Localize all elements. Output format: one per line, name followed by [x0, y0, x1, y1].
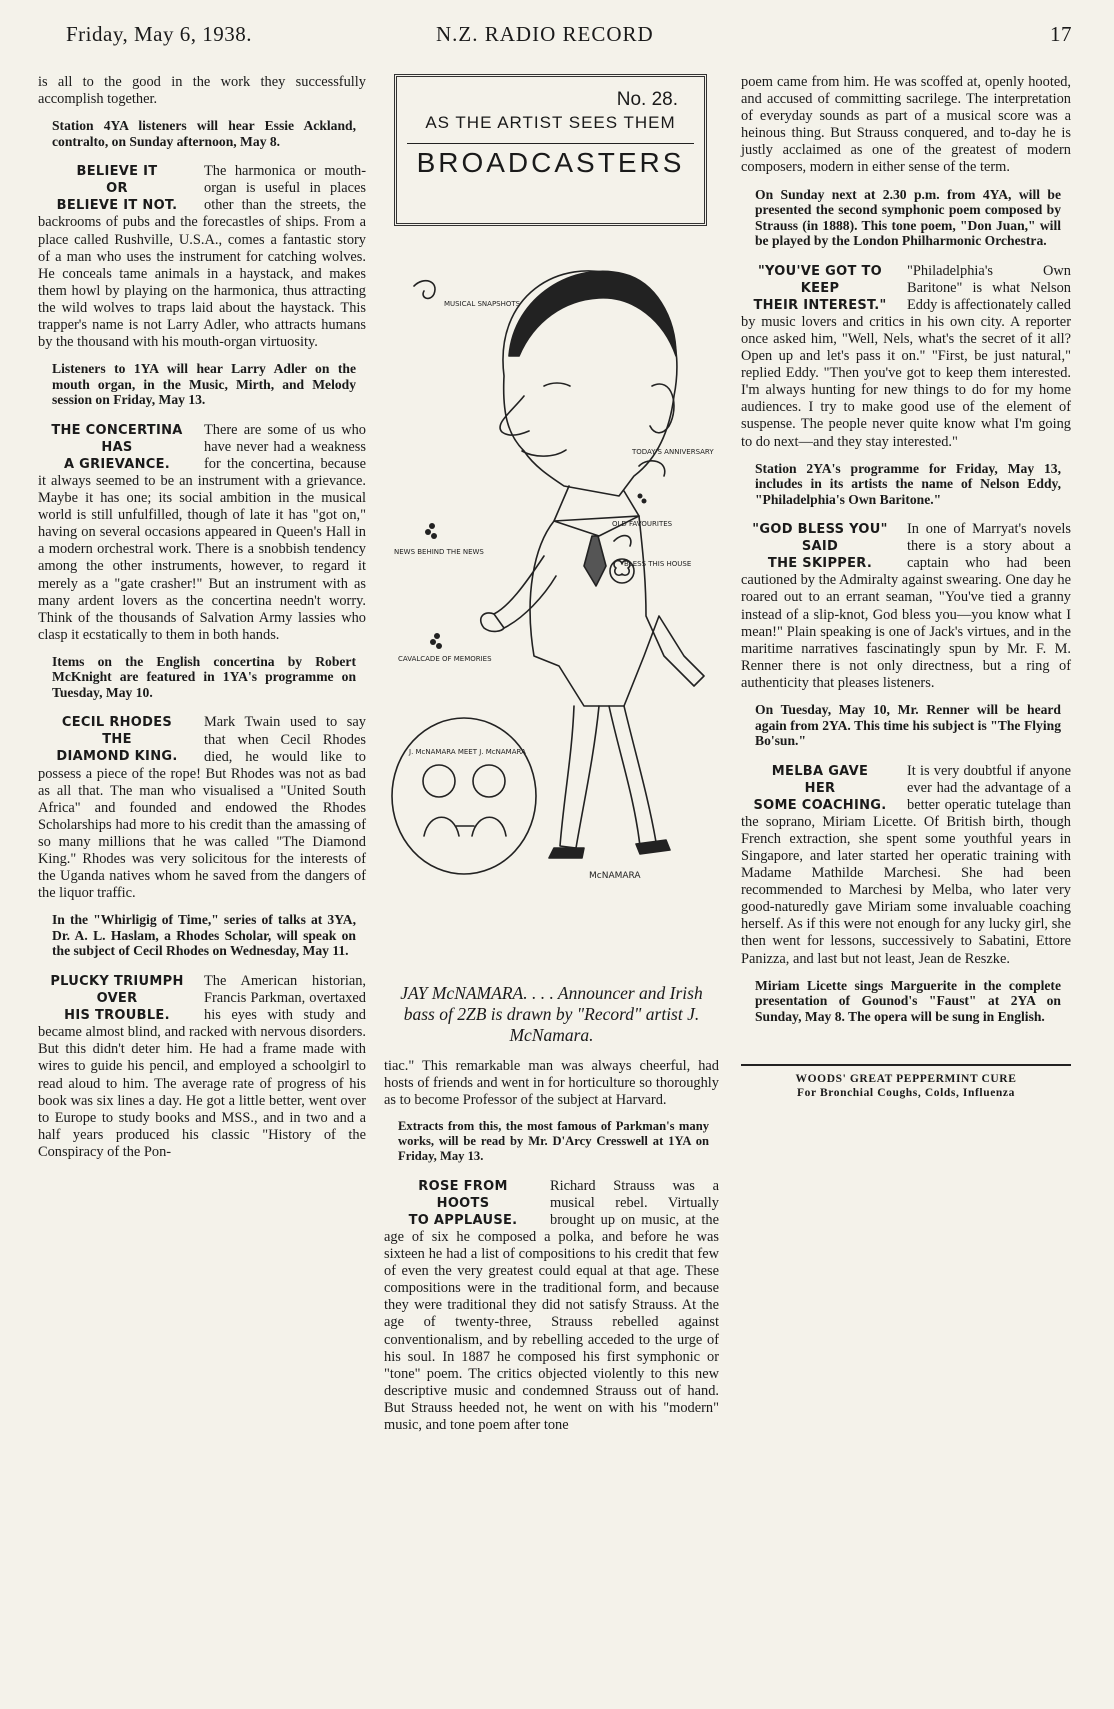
tie	[584, 536, 606, 586]
article-heading	[384, 1178, 542, 1229]
left-arm	[494, 556, 556, 628]
strauss-continuation: poem came from him. He was scoffed at, openly hooted, and accused of committing sacrilege. The interpretation of everyday sounds as part of a musical score was a heinous thing. But Strauss conquered, and to-day he is justly acclaimed as one of the greatest of modern composers, modern in either sense of the term.	[741, 74, 1071, 176]
article-heading	[38, 714, 196, 765]
page-number: 17	[1050, 22, 1072, 46]
label-news: NEWS BEHIND THE NEWS	[394, 548, 484, 556]
feature-title-box	[394, 74, 707, 226]
left-leg	[560, 706, 599, 848]
heading-line: THEIR INTEREST."	[753, 297, 887, 313]
article-heading	[38, 422, 196, 473]
advert-line: WOODS' GREAT PEPPERMINT CURE	[795, 1073, 1017, 1086]
article-body: It is very doubtful if anyone ever had the advantage of a better operatic tutelage than the soprano, Miriam Licette. Of British birth, though French extraction, she spent some youthful years in Singapore, and later started her operatic training with Madame Mathilde Marchesi. She had been recommended to Marchesi by Melba, who later very good-naturedly gave Miriam some invaluable coaching herself. As if this were not enough for any lucky girl, she then went for lessons, successively to Sabatini, Ettore Panizza, and last but not least, Jean de Reszke.	[741, 762, 1071, 967]
left-shoe	[549, 848, 584, 858]
jacket	[530, 516, 704, 706]
feature-number: No. 28.	[616, 89, 678, 110]
heading-line: THE CONCERTINA	[51, 422, 183, 438]
caricature-drawing	[384, 236, 719, 971]
notice-cresswell: Extracts from this, the most famous of Parkman's many works, will be read by Mr. D'Arcy Cresswell at 1YA on Friday, May 13.	[398, 1119, 709, 1163]
heading-line: HER	[804, 780, 836, 796]
left-column	[38, 74, 366, 1164]
advert-line: For Bronchial Coughs, Colds, Influenza	[797, 1087, 1015, 1100]
article-heading	[38, 973, 196, 1024]
masthead	[66, 22, 1072, 56]
article-nelson-eddy	[741, 263, 1071, 451]
intro-paragraph: is all to the good in the work they successfully accomplish together.	[38, 74, 366, 108]
heading-line: PLUCKY TRIUMPH	[50, 973, 184, 989]
label-meet: J. McNAMARA MEET J. McNAMARA	[409, 748, 526, 756]
inset-medallion	[392, 718, 536, 874]
illustration-caption: JAY McNAMARA. . . . Announcer and Irish bass of 2ZB is drawn by "Record" artist J. McNamara.	[400, 983, 703, 1045]
heading-line: THE SKIPPER.	[767, 556, 873, 572]
heading-line: SOME COACHING.	[753, 797, 887, 813]
notice-larry-adler: Listeners to 1YA will hear Larry Adler on the mouth organ, in the Music, Mirth, and Melody session on Friday, May 13.	[52, 361, 356, 408]
heading-line: ROSE FROM	[418, 1178, 508, 1194]
article-heading	[38, 163, 196, 214]
article-melba	[741, 763, 1071, 968]
artist-signature: McNAMARA	[589, 871, 641, 881]
hair	[509, 271, 676, 356]
article-body: The American historian, Francis Parkman, overtaxed his eyes with study and became almost blind, and racked with nervous disorders. But this didn't deter him. He had a frame made with wires to guide his pencil, and employed a schoolgirl to read aloud to him. The average rate of progress of his book was six lines a day. He got a little better, went over to Europe to study books and MSS., and in two and a half years produced his classic "History of the Conspiracy of the Pon-	[38, 972, 366, 1160]
article-body: "Philadelphia's Own Baritone" is what Nelson Eddy is affectionately called by music lovers and critics in his own city. A reporter once asked him, "Well, Nels, what's the secret of it all? Open up and let's pass it on." "First, be just natural," replied Eddy. "Then you've got to keep them interested. I'm always hunting for new things to do for my home audiences. I try to make good use of the element of suspense. The people never quite know what I'm going to do next—and they stay interested."	[741, 262, 1071, 450]
article-heading	[741, 763, 899, 814]
heading-line: HAS	[101, 439, 133, 455]
heading-line: MELBA GAVE	[771, 763, 869, 779]
ear	[650, 384, 674, 433]
article-heading	[741, 263, 899, 314]
heading-line: A GRIEVANCE.	[63, 456, 171, 472]
label-old-favourites: OLD FAVOURITES	[612, 520, 673, 528]
notice-don-juan: On Sunday next at 2.30 p.m. from 4YA, will be presented the second symphonic poem composed by Strauss (in 1888). This tone poem, "Don Juan," will be played by the London Philharmonic Orchestra.	[755, 186, 1061, 249]
article-body: The harmonica or mouth-organ is useful in places other than the streets, the backrooms of pubs and the forecastles of ships. From a place called Rushville, U.S.A., comes a fantastic story of a man who uses the instrument for catching wolves. He conceals tame animals in a haystack, and makes them howl by playing on the harmonica, thus attracting the wild wolves to traps laid about the haystack. This trapper's name is not Larry Adler, who attracts humans by the thousand with his mouth-organ virtuosity.	[38, 163, 366, 351]
article-plucky-triumph	[38, 973, 366, 1161]
divider	[407, 143, 694, 144]
publication-title: N.Z. RADIO RECORD	[436, 22, 654, 46]
heading-line: BELIEVE IT	[76, 164, 158, 180]
swirl	[614, 536, 631, 546]
article-believe-it	[38, 163, 366, 351]
heading-line: THE	[102, 732, 132, 748]
feature-kicker: AS THE ARTIST SEES THEM	[425, 113, 676, 133]
heading-line: HOOTS	[436, 1195, 490, 1211]
article-cecil-rhodes	[38, 714, 366, 902]
article-body: There are some of us who have never had a weakness for the concertina, because it always seemed to be an instrument with a grievance. Maybe it has one; its social ambition in the musical world is still unfulfilled, though of late it has "got on," having on several occasions appeared in Queen's Hall in a modern orchestral work. There is a snobbish tendency among the other instruments, however, to regard it merely as a "gate crasher!" But an instrument with as many ardent lovers as the concertina needn't worry. Think of the thousands of Salvation Army lassies who clasp it ecstatically to them in both hands.	[38, 421, 366, 643]
parkman-continuation: tiac." This remarkable man was always cheerful, had hosts of friends and went in for horticulture so thoroughly as to become Professor of the subject at Harvard.	[384, 1058, 719, 1109]
heading-line: HIS TROUBLE.	[64, 1007, 170, 1023]
right-shoe	[636, 840, 670, 854]
heading-line: "GOD BLESS YOU"	[752, 522, 888, 538]
notice-mcknight: Items on the English concertina by Robert McKnight are featured in 1YA's programme on Tuesday, May 10.	[52, 653, 356, 700]
article-body: In one of Marryat's novels there is a story about a captain who had been cautioned by the Admiralty against swearing. One day he roared out to an errant seaman, "You've tied a granny instead of a slip-knot, God bless you—you know what I mean!" Plain speaking is one of Jack's virtues, and in the maritime narratives fascinatingly spun by Mr. F. M. Renner there is not only directness, but a ring of authenticity that pleases listeners.	[741, 521, 1071, 691]
article-god-bless-you	[741, 521, 1071, 692]
label-anniversary: TODAY'S ANNIVERSARY	[632, 448, 714, 456]
article-rose-from-hoots	[384, 1178, 719, 1434]
heading-line: OR	[106, 181, 128, 197]
right-column	[741, 74, 1071, 1100]
article-concertina	[38, 422, 366, 644]
heading-line: DIAMOND KING.	[56, 749, 178, 765]
mouth	[522, 450, 566, 456]
caricature-illustration	[384, 236, 719, 971]
advertisement	[741, 1064, 1071, 1100]
heading-line: OVER	[96, 990, 138, 1006]
heading-line: "YOU'VE GOT TO	[757, 263, 882, 279]
eye	[544, 383, 570, 386]
notice-licette: Miriam Licette sings Marguerite in the complete presentation of Gounod's "Faust" at 2YA on Sunday, May 8. The opera will be sung in English.	[755, 977, 1061, 1024]
swirl	[414, 281, 435, 299]
heading-line: BELIEVE IT NOT.	[56, 198, 178, 214]
notice-essie-ackland: Station 4YA listeners will hear Essie Ackland, contralto, on Sunday afternoon, May 8.	[52, 118, 356, 149]
heading-line: KEEP	[800, 280, 840, 296]
notice-haslam: In the "Whirligig of Time," series of talks at 3YA, Dr. A. L. Haslam, a Rhodes Scholar, will speak on the subject of Cecil Rhodes on Wednesday, May 11.	[52, 912, 356, 959]
heading-line: TO APPLAUSE.	[408, 1212, 518, 1228]
heading-line: CECIL RHODES	[61, 715, 173, 731]
middle-column	[384, 74, 719, 1437]
issue-date: Friday, May 6, 1938.	[66, 22, 252, 46]
right-leg	[609, 706, 656, 846]
label-bless-this-house: BLESS THIS HOUSE	[624, 560, 692, 568]
article-body: Richard Strauss was a musical rebel. Virtually brought up on music, at the age of six he composed a polka, and before he was sixteen he had a list of compositions to his credit that few of even the very greatest could equal at that age. These compositions were in the traditional form, and because they were traditional they did not satisfy Strauss. At the age of twenty-three, Strauss rebelled against conventionalism, and by rebelling acceded to the urge of his soul. In 1887 he composed his first symphonic or "tone" poem. The critics objected violently to this new descriptive music and condemned Strauss out of hand. But Strauss heeded not, he went on with his "modern" music, and tone poem after tone	[384, 1177, 719, 1433]
label-cavalcade: CAVALCADE OF MEMORIES	[398, 655, 492, 663]
heading-line: SAID	[801, 539, 839, 555]
notice-renner: On Tuesday, May 10, Mr. Renner will be heard again from 2YA. This time his subject is "The Flying Bo'sun."	[755, 702, 1061, 749]
notice-nelson-eddy: Station 2YA's programme for Friday, May 13, includes in its artists the name of Nelson Eddy, "Philadelphia's Own Baritone."	[755, 460, 1061, 507]
feature-title: BROADCASTERS	[416, 147, 685, 179]
article-heading	[741, 521, 899, 572]
collar	[554, 486, 639, 536]
article-body: Mark Twain used to say that when Cecil Rhodes died, he would like to possess a piece of the rope! But Rhodes was not as bad as all that. The man who visualised a "United South Africa" and founded and endowed the Rhodes Scholarships had more to his credit than the amassing of so many millions that he was called "The Diamond King." Rhodes was very solicitous for the interests of the Uganda natives whom he saved from the dangers of the liquor traffic.	[38, 714, 366, 902]
label-musical-snapshots: MUSICAL SNAPSHOTS	[444, 300, 521, 308]
